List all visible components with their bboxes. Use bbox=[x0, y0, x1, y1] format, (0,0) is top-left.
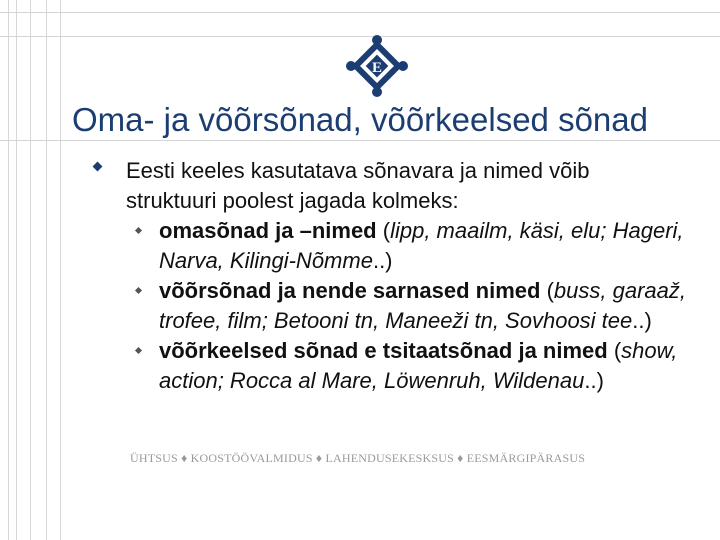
item-open: ( bbox=[376, 218, 391, 243]
logo-letter: E bbox=[371, 60, 383, 76]
item-examples: show, action; Rocca al Mare, Löwenruh, Wildenau bbox=[159, 338, 678, 393]
logo-emblem bbox=[345, 34, 409, 98]
slide-title: Oma- ja võõrsõnad, võõrkeelsed sõnad bbox=[72, 101, 648, 138]
item-open: ( bbox=[607, 338, 622, 363]
sub-bullet-item bbox=[126, 276, 686, 336]
item-examples: buss, garaaž, trofee, film; Betooni tn, Maneeži tn, Sovhoosi tee bbox=[159, 278, 686, 333]
intro-text: Eesti keeles kasutatava sõnavara ja nimed võib struktuuri poolest jagada kolmeks: bbox=[126, 158, 590, 213]
frame-line bbox=[30, 0, 31, 540]
item-term: omasõnad ja –nimed bbox=[159, 218, 377, 243]
frame-line bbox=[0, 12, 720, 13]
item-examples: lipp, maailm, käsi, elu; Hageri, Narva, Kilingi-Nõmme bbox=[159, 218, 684, 273]
slide-content bbox=[86, 156, 686, 396]
footer-values: ÜHTSUS ♦ KOOSTÖÖVALMIDUS ♦ LAHENDUSEKESKSUS ♦ EESMÄRGIPÄRASUS bbox=[130, 451, 586, 465]
bullet-intro bbox=[86, 156, 686, 216]
bullet-diamond-icon bbox=[93, 162, 103, 172]
frame-line bbox=[60, 0, 61, 540]
bullet-diamond-icon bbox=[135, 347, 142, 354]
sub-bullet-item bbox=[126, 336, 686, 396]
frame-line bbox=[16, 0, 17, 540]
frame-line bbox=[8, 0, 9, 540]
bullet-diamond-icon bbox=[135, 287, 142, 294]
frame-line bbox=[46, 0, 47, 540]
item-close: ..) bbox=[372, 248, 393, 273]
item-open: ( bbox=[540, 278, 554, 303]
item-term: võõrkeelsed sõnad e tsitaatsõnad ja nimed bbox=[159, 338, 608, 363]
item-close: ..) bbox=[632, 308, 652, 333]
sub-bullet-item bbox=[126, 216, 686, 276]
item-term: võõrsõnad ja nende sarnased nimed bbox=[159, 278, 541, 303]
bullet-diamond-icon bbox=[135, 227, 142, 234]
item-close: ..) bbox=[584, 368, 604, 393]
